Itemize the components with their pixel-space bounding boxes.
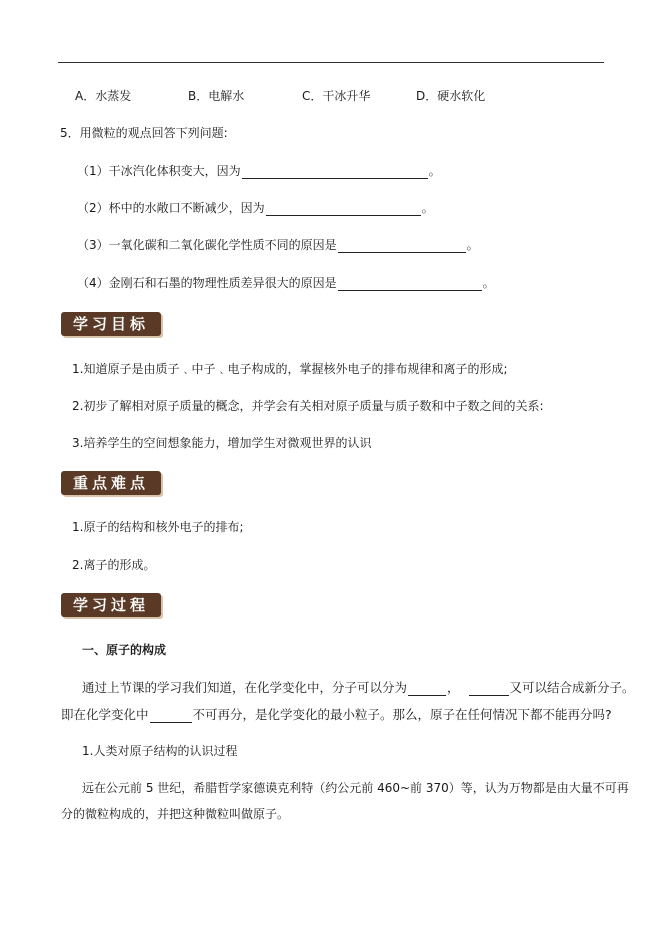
answer-blank <box>150 710 192 723</box>
question-5-item-1 <box>77 162 441 179</box>
key-point-item-1: 1.原子的结构和核外电子的排布; <box>72 520 244 534</box>
para2-line2: 分的微粒构成的，并把这种微粒叫做原子。 <box>61 807 290 821</box>
objective-item-2: 2.初步了解相对原子质量的概念，并学会有关相对原子质量与质子数和中子数之间的关系: <box>72 399 544 413</box>
para1-line2-text-b: 不可再分，是化学变化的最小粒子。那么，原子在任何情况下都不能再分吗? <box>192 707 612 722</box>
answer-blank <box>408 683 446 696</box>
process-heading: 一、原子的构成 <box>82 643 167 657</box>
question-5-item-1-end: 。 <box>428 164 441 178</box>
option-d: D．硬水软化 <box>416 89 486 103</box>
header-rule <box>58 62 604 63</box>
para1-line1-text-b: ， <box>447 680 460 695</box>
subheading-atom-history: 1.人类对原子结构的认识过程 <box>82 744 238 758</box>
answer-blank <box>469 683 509 696</box>
question-5-item-2-end: 。 <box>421 201 434 215</box>
question-5-title: 5．用微粒的观点回答下列问题: <box>60 126 228 140</box>
question-5-item-1-text: （1）干冰汽化体积变大，因为 <box>77 164 241 178</box>
para2-line1: 远在公元前 5 世纪，希腊哲学家德谟克利特（约公元前 460~前 370）等，认为万物都是由大量不可再 <box>82 781 629 795</box>
question-5-item-4 <box>77 274 495 291</box>
para1-line1-text-a: 通过上节课的学习我们知道，在化学变化中，分子可以分为 <box>82 680 408 695</box>
question-5-item-2 <box>77 199 434 216</box>
option-a: A．水蒸发 <box>75 89 132 103</box>
option-b: B．电解水 <box>188 89 245 103</box>
question-5-item-4-end: 。 <box>482 276 495 290</box>
answer-blank <box>266 203 421 216</box>
para1-line1 <box>82 678 635 696</box>
answer-blank <box>338 278 482 291</box>
section-badge-process: 学习过程 <box>61 593 161 617</box>
section-badge-key-points: 重点难点 <box>61 471 161 495</box>
question-5-item-3 <box>77 236 479 253</box>
question-5-item-4-text: （4）金刚石和石墨的物理性质差异很大的原因是 <box>77 276 337 290</box>
para1-line2-text-a: 即在化学变化中 <box>61 707 149 722</box>
para1-line1-text-c: 又可以结合成新分子。 <box>509 680 635 695</box>
section-badge-objectives: 学习目标 <box>61 312 161 336</box>
objective-item-1: 1.知道原子是由质子﹑中子﹑电子构成的，掌握核外电子的排布规律和离子的形成; <box>72 362 508 376</box>
key-point-item-2: 2.离子的形成。 <box>72 558 156 572</box>
answer-blank <box>242 166 428 179</box>
objective-item-3: 3.培养学生的空间想象能力，增加学生对微观世界的认识 <box>72 436 372 450</box>
question-5-item-2-text: （2）杯中的水敞口不断减少，因为 <box>77 201 265 215</box>
question-5-item-3-end: 。 <box>466 238 479 252</box>
option-c: C．干冰升华 <box>302 89 371 103</box>
answer-blank <box>338 240 466 253</box>
para1-line2 <box>61 705 612 723</box>
question-5-item-3-text: （3）一氧化碳和二氧化碳化学性质不同的原因是 <box>77 238 337 252</box>
